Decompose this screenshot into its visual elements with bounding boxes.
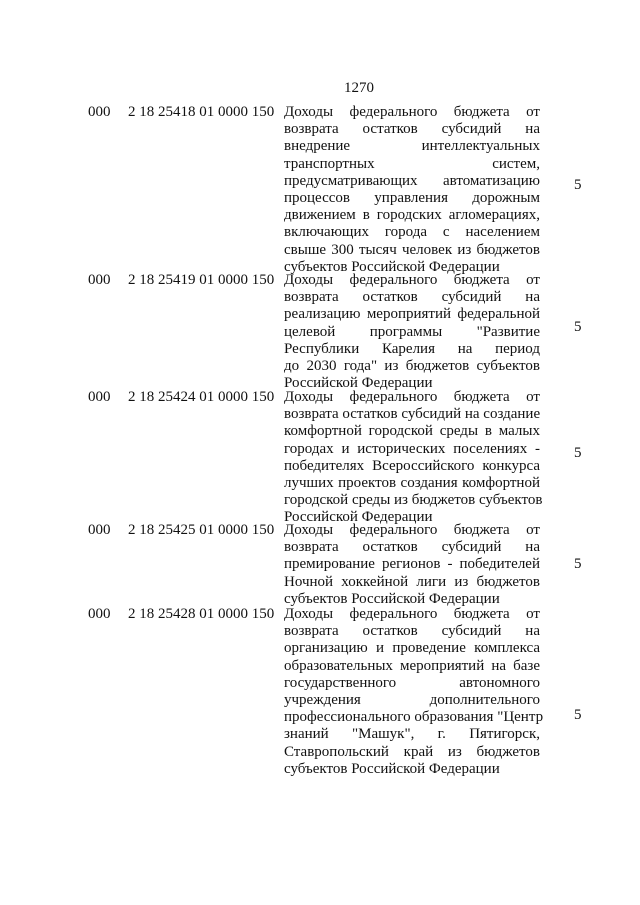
description-line: возврата остатков субсидий на xyxy=(284,539,540,556)
description-line: Доходы федерального бюджета от xyxy=(284,389,540,405)
budget-classification-code: 2 18 25424 01 0000 150 xyxy=(128,389,275,405)
description-line: процессов управления дорожным xyxy=(284,189,540,206)
description-line: государственного автономного xyxy=(284,674,540,691)
description-line: Республики Карелия на период xyxy=(284,340,540,357)
norm-value: 5 xyxy=(574,556,582,572)
norm-value: 5 xyxy=(574,319,582,335)
budget-classification-code: 2 18 25418 01 0000 150 xyxy=(128,104,275,120)
description-line: возврата остатков субсидий на xyxy=(284,121,540,138)
description-line: возврата остатков субсидий на создание xyxy=(284,406,541,423)
description-line: Доходы федерального бюджета от xyxy=(284,272,540,288)
description-line: учреждения дополнительного xyxy=(284,691,540,708)
budget-classification-code: 2 18 25419 01 0000 150 xyxy=(128,272,275,288)
description-line: возврата остатков субсидий на xyxy=(284,289,540,306)
description-line: Ночной хоккейной лиги из бюджетов xyxy=(284,573,540,590)
description-line: внедрение интеллектуальных xyxy=(284,138,540,155)
revenue-description xyxy=(284,389,543,527)
description-line: возврата остатков субсидий на xyxy=(284,623,540,640)
description-line: лучших проектов создания комфортной xyxy=(284,474,540,491)
description-line: Доходы федерального бюджета от xyxy=(284,104,540,120)
budget-classification-code: 2 18 25428 01 0000 150 xyxy=(128,606,275,622)
description-line: Доходы федерального бюджета от xyxy=(284,606,540,622)
description-line: Ставропольский край из бюджетов xyxy=(284,743,540,760)
description-line: Российской Федерации xyxy=(284,375,433,392)
description-line: субъектов Российской Федерации xyxy=(284,258,500,275)
description-line: транспортных систем, xyxy=(284,155,540,172)
description-line: до 2030 года" из бюджетов субъектов xyxy=(284,357,540,374)
description-line: целевой программы "Развитие xyxy=(284,323,540,340)
page-number: 1270 xyxy=(344,80,374,96)
description-line: реализацию мероприятий федеральной xyxy=(284,306,540,323)
description-line: свыше 300 тысяч человек из бюджетов xyxy=(284,241,540,258)
description-line: включающих города с населением xyxy=(284,224,540,241)
description-line: победителях Всероссийского конкурса xyxy=(284,457,540,474)
budget-classification-code: 2 18 25425 01 0000 150 xyxy=(128,522,275,538)
revenue-description xyxy=(284,104,540,276)
description-line: Доходы федерального бюджета от xyxy=(284,522,540,538)
revenue-description xyxy=(284,272,540,392)
admin-code: 000 xyxy=(88,104,111,120)
description-line: субъектов Российской Федерации xyxy=(284,590,500,607)
admin-code: 000 xyxy=(88,606,111,622)
revenue-description xyxy=(284,522,540,608)
description-line: комфортной городской среды в малых xyxy=(284,423,540,440)
revenue-description xyxy=(284,606,544,778)
description-line: предусматривающих автоматизацию xyxy=(284,172,540,189)
admin-code: 000 xyxy=(88,522,111,538)
description-line: движением в городских агломерациях, xyxy=(284,207,540,224)
description-line: городской среды из бюджетов субъектов xyxy=(284,492,543,509)
description-line: организацию и проведение комплекса xyxy=(284,640,540,657)
description-line: образовательных мероприятий на базе xyxy=(284,657,540,674)
description-line: городах и исторических поселениях - xyxy=(284,440,540,457)
description-line: премирование регионов - победителей xyxy=(284,556,540,573)
norm-value: 5 xyxy=(574,177,582,193)
description-line: Российской Федерации xyxy=(284,509,433,526)
description-line: знаний "Машук", г. Пятигорск, xyxy=(284,726,540,743)
norm-value: 5 xyxy=(574,445,582,461)
description-line: профессионального образования "Центр xyxy=(284,709,544,726)
admin-code: 000 xyxy=(88,389,111,405)
norm-value: 5 xyxy=(574,707,582,723)
description-line: субъектов Российской Федерации xyxy=(284,760,500,777)
admin-code: 000 xyxy=(88,272,111,288)
